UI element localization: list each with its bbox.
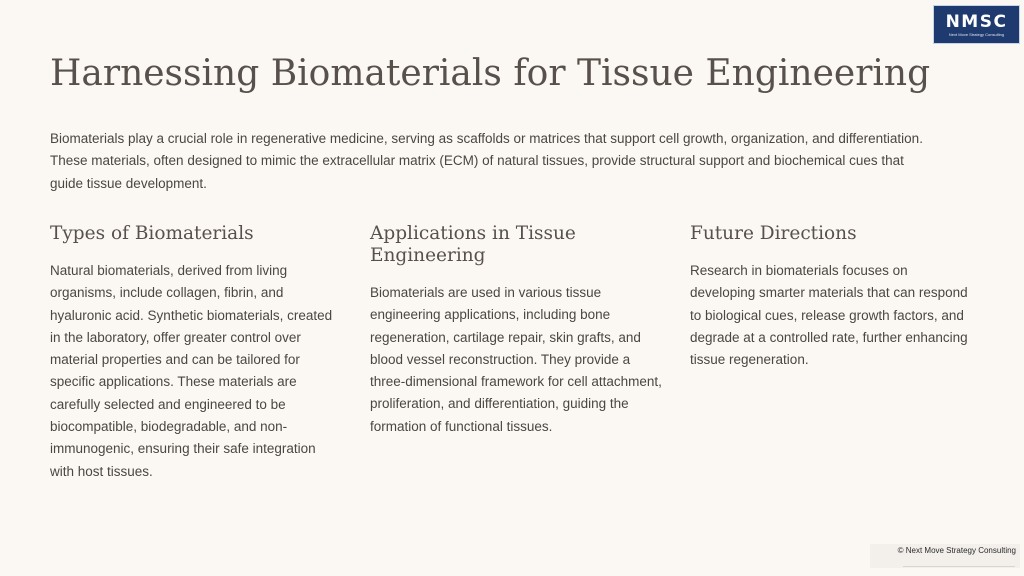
logo-tagline: Next Move Strategy Consulting <box>948 31 1005 37</box>
column-future-directions <box>690 223 980 371</box>
footer-divider <box>903 566 1015 567</box>
column-heading: Types of Biomaterials <box>50 223 254 244</box>
column-body: Biomaterials are used in various tissue engineering applications, including bone regeneration, cartilage repair, skin grafts, and blood vessel reconstruction. They provide a three-dimensional framework for cell attachment, proliferation, and differentiation, guiding the formation of functional tissues. <box>370 285 662 434</box>
intro-paragraph: Biomaterials play a crucial role in regenerative medicine, serving as scaffolds or matrices that support cell growth, organization, and differentiation. These materials, often designed to mimic the extracellular matrix (ECM) of natural tissues, provide structural support and biochemical cues that guide tissue development. <box>50 131 923 191</box>
logo-mark: NMSC <box>945 11 1008 32</box>
column-body: Natural biomaterials, derived from living organisms, include collagen, fibrin, and hyaluronic acid. Synthetic biomaterials, created in the laboratory, offer greater control over material properties and can be tailored for specific applications. These materials are carefully selected and engineered to be biocompatible, biodegradable, and non-immunogenic, ensuring their safe integration with host tissues. <box>50 263 333 479</box>
column-applications <box>370 223 660 438</box>
company-logo <box>933 5 1020 44</box>
copyright-notice: © Next Move Strategy Consulting <box>897 546 1016 555</box>
page-title: Harnessing Biomaterials for Tissue Engineering <box>50 53 931 94</box>
column-types-of-biomaterials <box>50 223 340 483</box>
column-body: Research in biomaterials focuses on developing smarter materials that can respond to biological cues, release growth factors, and degrade at a controlled rate, further enhancing tissue regeneration. <box>690 263 968 368</box>
column-heading: Future Directions <box>690 223 857 244</box>
column-heading: Applications in Tissue Engineering <box>370 223 576 266</box>
